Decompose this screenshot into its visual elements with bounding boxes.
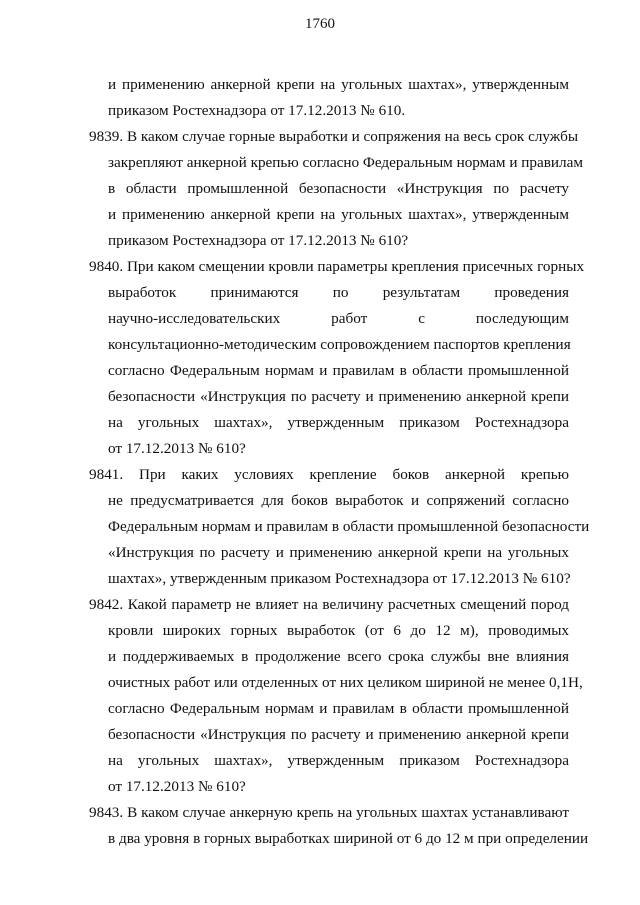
page-number: 1760 <box>305 16 335 32</box>
text-line: не предусматривается для боков выработок и сопряжений согласно <box>108 492 569 509</box>
text-line: очистных работ или отделенных от них целиком шириной не менее 0,1Н, <box>108 674 583 691</box>
text-line: безопасности «Инструкция по расчету и применению анкерной крепи <box>108 388 569 405</box>
text-line: и применению анкерной крепи на угольных шахтах», утвержденным <box>108 76 569 93</box>
text-line: «Инструкция по расчету и применению анкерной крепи на угольных <box>108 544 569 561</box>
text-line: научно-исследовательских работ с последующим <box>108 310 569 327</box>
text-line: приказом Ростехнадзора от 17.12.2013 № 610? <box>108 232 409 249</box>
text-line: закрепляют анкерной крепью согласно Федеральным нормам и правилам <box>108 154 583 171</box>
text-line: консультационно-методическим сопровождением паспортов крепления <box>108 336 571 353</box>
text-line: в два уровня в горных выработках шириной от 6 до 12 м при определении <box>108 830 589 847</box>
question-9839-first-line: 9839. В каком случае горные выработки и сопряжения на весь срок службы <box>89 128 579 145</box>
text-line: и применению анкерной крепи на угольных шахтах», утвержденным <box>108 206 569 223</box>
text-line: от 17.12.2013 № 610? <box>108 778 246 795</box>
text-line: выработок принимаются по результатам проведения <box>108 284 569 301</box>
text-line: шахтах», утвержденным приказом Ростехнадзора от 17.12.2013 № 610? <box>108 570 571 587</box>
text-line: на угольных шахтах», утвержденным приказом Ростехнадзора <box>108 752 569 769</box>
question-9843-first-line: 9843. В каком случае анкерную крепь на угольных шахтах устанавливают <box>89 804 569 821</box>
text-line: согласно Федеральным нормам и правилам в области промышленной <box>108 700 569 717</box>
text-line: кровли широких горных выработок (от 6 до 12 м), проводимых <box>108 622 569 639</box>
text-line: Федеральным нормам и правилам в области промышленной безопасности <box>108 518 590 535</box>
text-line: от 17.12.2013 № 610? <box>108 440 246 457</box>
text-line: приказом Ростехнадзора от 17.12.2013 № 610. <box>108 102 406 119</box>
text-line: согласно Федеральным нормам и правилам в области промышленной <box>108 362 569 379</box>
question-9840-first-line: 9840. При каком смещении кровли параметры крепления присечных горных <box>89 258 585 275</box>
question-9842-first-line: 9842. Какой параметр не влияет на величину расчетных смещений пород <box>89 596 569 613</box>
question-9841-first-line: 9841. При каких условиях крепление боков анкерной крепью <box>89 466 569 483</box>
text-line: на угольных шахтах», утвержденным приказом Ростехнадзора <box>108 414 569 431</box>
text-line: безопасности «Инструкция по расчету и применению анкерной крепи <box>108 726 569 743</box>
text-line: и поддерживаемых в продолжение всего срока службы вне влияния <box>108 648 569 665</box>
text-line: в области промышленной безопасности «Инструкция по расчету <box>108 180 569 197</box>
